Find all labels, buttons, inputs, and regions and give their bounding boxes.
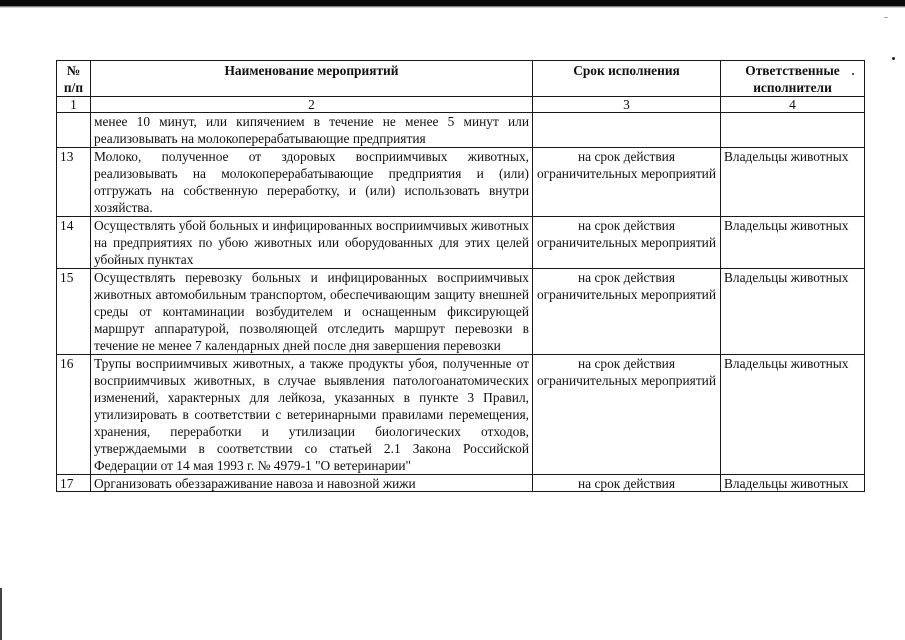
scan-top-shadow bbox=[0, 6, 905, 8]
row-measure-text: Организовать обеззараживание навоза и навозной жижи bbox=[94, 476, 416, 491]
row-responsible: Владельцы животных bbox=[721, 355, 865, 475]
row-number: 14 bbox=[57, 217, 91, 269]
row-term: на срок действия ограничительных мероприятий bbox=[533, 355, 721, 475]
row-measure: Молоко, полученное от здоровых восприимчивых животных, реализовывать на молокоперерабатывающие предприятия и (или) отгружать на собственную переработку, и (или) использовать внутри хозяйства. bbox=[91, 148, 533, 217]
row-term bbox=[533, 113, 721, 148]
row-responsible: Владельцы животных bbox=[721, 217, 865, 269]
header-number-line1: № bbox=[66, 63, 81, 78]
table-header-row bbox=[57, 61, 865, 97]
row-measure: Осуществлять перевозку больных и инфицированных восприимчивых животных автомобильным транспортом, обеспечивающим защиту внешней среды от контаминации возбудителем и оснащенным фиксирующей маршрут аппаратурой, позволяющей отследить маршрут перевозки в течение не менее 7 календарных дней после дня завершения перевозки bbox=[91, 269, 533, 355]
row-number bbox=[57, 475, 91, 492]
measures-table bbox=[56, 60, 865, 492]
header-number bbox=[57, 61, 91, 97]
scan-left-edge bbox=[0, 588, 2, 640]
table-row bbox=[57, 475, 865, 492]
header-name: Наименование мероприятий bbox=[91, 61, 533, 97]
row-responsible: Владельцы животных bbox=[721, 148, 865, 217]
table-row bbox=[57, 355, 865, 475]
header-number-line2: п/п bbox=[63, 80, 84, 95]
header-responsible-line1: Ответственные bbox=[745, 63, 840, 78]
row-number-text: 17 bbox=[60, 476, 74, 491]
header-responsible-line2: исполнители bbox=[753, 80, 832, 95]
row-term: на срок действия ограничительных мероприятий bbox=[533, 148, 721, 217]
row-number bbox=[57, 113, 91, 148]
column-number: 4 bbox=[721, 97, 865, 113]
row-number: 13 bbox=[57, 148, 91, 217]
scan-speck bbox=[892, 57, 895, 60]
row-responsible bbox=[721, 113, 865, 148]
table-row bbox=[57, 269, 865, 355]
row-responsible bbox=[721, 475, 865, 492]
row-term: на срок действия ограничительных мероприятий bbox=[533, 269, 721, 355]
row-term-text: на срок действия bbox=[577, 476, 675, 491]
row-measure bbox=[91, 475, 533, 492]
scan-speck bbox=[884, 17, 888, 18]
table-row bbox=[57, 113, 865, 148]
row-measure: менее 10 минут, или кипячением в течение не менее 5 минут или реализовывать на молокоперерабатывающие предприятия bbox=[91, 113, 533, 148]
table-row bbox=[57, 217, 865, 269]
row-term bbox=[533, 475, 721, 492]
header-term: Срок исполнения bbox=[533, 61, 721, 97]
row-responsible-text: Владельцы животных bbox=[724, 476, 849, 491]
column-number-row bbox=[57, 97, 865, 113]
column-number: 2 bbox=[91, 97, 533, 113]
row-number: 16 bbox=[57, 355, 91, 475]
column-number: 3 bbox=[533, 97, 721, 113]
column-number: 1 bbox=[57, 97, 91, 113]
row-term: на срок действия ограничительных мероприятий bbox=[533, 217, 721, 269]
table-row bbox=[57, 148, 865, 217]
row-responsible: Владельцы животных bbox=[721, 269, 865, 355]
row-measure: Трупы восприимчивых животных, а также продукты убоя, полученные от восприимчивых животных, в случае выявления патологоанатомических изменений, характерных для лейкоза, указанных в пункте 3 Правил, утилизировать в соответствии с ветеринарными правилами перемещения, хранения, переработки и утилизации биологических отходов, утверждаемыми в соответствии со статьей 2.1 Закона Российской Федерации от 14 мая 1993 г. № 4979-1 "О ветеринарии" bbox=[91, 355, 533, 475]
row-measure: Осуществлять убой больных и инфицированных восприимчивых животных на предприятиях по убою животных или оборудованных для этих целей убойных пунктах bbox=[91, 217, 533, 269]
header-responsible bbox=[721, 61, 865, 97]
row-number: 15 bbox=[57, 269, 91, 355]
